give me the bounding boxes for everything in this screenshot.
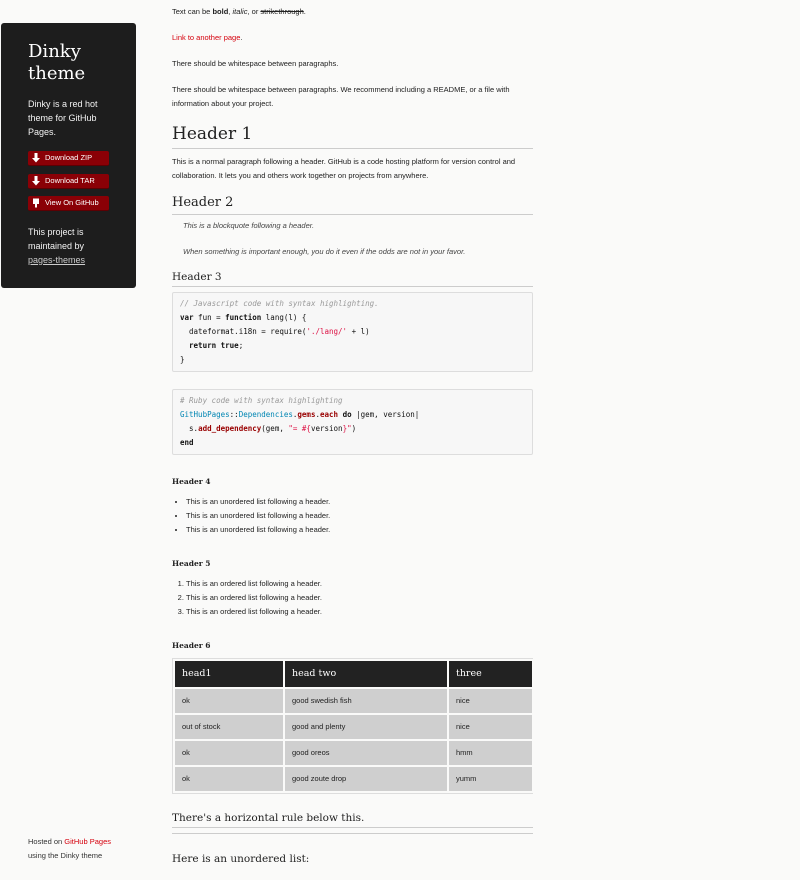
code-keyword: true xyxy=(220,341,239,350)
download-icon xyxy=(31,153,41,164)
table-cell: ok xyxy=(174,688,284,714)
download-tar-label: Download TAR xyxy=(45,175,95,185)
table-header-row xyxy=(174,660,533,688)
header-2: Header 2 xyxy=(172,194,533,215)
footer-prefix: Hosted on xyxy=(28,837,63,846)
code-keyword: return xyxy=(189,341,217,350)
ul-heading: Here is an unordered list: xyxy=(172,853,310,865)
code-text: . xyxy=(292,410,298,419)
code-text: . xyxy=(315,410,320,419)
list-item: 3. This is an ordered list following a header. xyxy=(186,605,533,619)
js-code-block xyxy=(172,292,533,372)
table-header: head1 xyxy=(174,660,284,688)
list-item: 1. This is an ordered list following a header. xyxy=(186,577,533,591)
code-type: Dependencies xyxy=(238,410,293,419)
list-item: • This is an unordered list following a header. xyxy=(186,509,533,523)
code-text: version xyxy=(310,424,343,433)
code-text: |gem, version| xyxy=(351,410,420,419)
list-item: 2. This is an ordered list following a header. xyxy=(186,591,533,605)
sep: , or xyxy=(247,7,259,16)
table-row xyxy=(174,688,533,714)
table-cell: good swedish fish xyxy=(284,688,448,714)
table-cell: good oreos xyxy=(284,740,448,766)
table-cell: out of stock xyxy=(174,714,284,740)
table-header: head two xyxy=(284,660,448,688)
code-text: ) xyxy=(351,424,357,433)
code-text: ; xyxy=(238,341,244,350)
another-page-link[interactable]: Link to another page xyxy=(172,33,241,42)
maintainer-link[interactable]: pages-themes xyxy=(28,255,86,265)
table-cell: yumm xyxy=(448,766,533,792)
download-zip-button[interactable] xyxy=(28,151,109,166)
download-zip-label: Download ZIP xyxy=(45,153,93,162)
code-method: add_dependency xyxy=(198,424,262,433)
horizontal-rule xyxy=(172,833,533,834)
quote-line: This is a blockquote following a header. xyxy=(183,221,315,230)
main-content xyxy=(172,5,533,868)
header-3: Header 3 xyxy=(172,270,533,287)
code-string: './lang/' xyxy=(306,327,348,336)
link-paragraph xyxy=(172,31,533,45)
code-string: "= xyxy=(288,424,302,433)
code-keyword: var xyxy=(180,313,194,322)
formatting-paragraph xyxy=(172,5,533,19)
code-text: fun = xyxy=(193,313,226,322)
italic-text: italic xyxy=(232,7,248,16)
code-comment: // Javascript code with syntax highlighting. xyxy=(180,299,379,308)
site-description: Dinky is a red hot theme for GitHub Pages. xyxy=(28,99,98,137)
code-text xyxy=(180,341,189,350)
download-tar-button[interactable] xyxy=(28,174,109,189)
code-keyword: function xyxy=(225,313,262,322)
table-row xyxy=(174,766,533,792)
hr-heading: There's a horizontal rule below this. xyxy=(172,811,533,828)
header-6: Header 6 xyxy=(172,641,211,650)
sidebar xyxy=(1,23,136,288)
table-cell: ok xyxy=(174,766,284,792)
paragraph: There should be whitespace between paragraphs. We recommend including a README, or a file with information about your project. xyxy=(172,85,510,108)
code-text: lang(l) { xyxy=(261,313,307,322)
quote-line: When something is important enough, you do it even if the odds are not in your favor. xyxy=(183,247,466,256)
data-table xyxy=(172,658,533,794)
code-string: } xyxy=(342,424,348,433)
list-item: • This is an unordered list following a header. xyxy=(186,523,533,537)
table-cell: nice xyxy=(448,714,533,740)
code-type: GitHubPages xyxy=(180,410,230,419)
sep: . xyxy=(240,33,243,42)
footer xyxy=(28,835,111,863)
code-text: dateformat.i18n = require( xyxy=(180,327,307,336)
code-text: } xyxy=(180,355,185,364)
table-row xyxy=(174,740,533,766)
github-icon xyxy=(31,198,41,209)
ruby-code-block xyxy=(172,389,533,455)
header-1: Header 1 xyxy=(172,123,533,149)
table-cell: good zoute drop xyxy=(284,766,448,792)
site-title: Dinky theme xyxy=(28,41,86,84)
unordered-list xyxy=(172,495,533,537)
code-text: (gem, xyxy=(261,424,289,433)
blockquote xyxy=(172,219,533,259)
footer-suffix: using the Dinky theme xyxy=(28,851,103,860)
code-keyword: end xyxy=(180,438,194,447)
maintainer-note xyxy=(28,225,109,267)
table-cell: ok xyxy=(174,740,284,766)
table-cell: good and plenty xyxy=(284,714,448,740)
code-text: + l) xyxy=(347,327,370,336)
ordered-list xyxy=(172,577,533,619)
code-string: #{ xyxy=(301,424,311,433)
code-text: s. xyxy=(180,424,199,433)
table-cell: nice xyxy=(448,688,533,714)
code-method: gems xyxy=(297,410,316,419)
list-item: • This is an unordered list following a header. xyxy=(186,495,533,509)
maintained-prefix: This project is maintained by xyxy=(28,227,85,251)
table-cell: hmm xyxy=(448,740,533,766)
code-text: :: xyxy=(229,410,239,419)
header-4: Header 4 xyxy=(172,477,211,486)
github-pages-link[interactable]: GitHub Pages xyxy=(64,837,111,846)
sep: , xyxy=(228,7,231,16)
table-header: three xyxy=(448,660,533,688)
code-keyword: do xyxy=(342,410,352,419)
header-5: Header 5 xyxy=(172,559,211,568)
table-row xyxy=(174,714,533,740)
download-icon xyxy=(31,175,41,186)
code-method: each xyxy=(319,410,339,419)
paragraph: There should be whitespace between paragraphs. xyxy=(172,59,339,68)
code-comment: # Ruby code with syntax highlighting xyxy=(180,396,343,405)
view-on-github-button[interactable] xyxy=(28,196,109,211)
text-pre: Text can be xyxy=(172,7,211,16)
strikethrough-text: strikethrough xyxy=(260,7,304,16)
code-string: " xyxy=(347,424,352,433)
bold-text: bold xyxy=(212,7,229,16)
sep: . xyxy=(303,7,306,16)
paragraph: This is a normal paragraph following a header. GitHub is a code hosting platform for version control and collaboration. It lets you and others work together on projects from anywhere. xyxy=(172,157,516,180)
view-on-github-label: View On GitHub xyxy=(45,198,99,207)
